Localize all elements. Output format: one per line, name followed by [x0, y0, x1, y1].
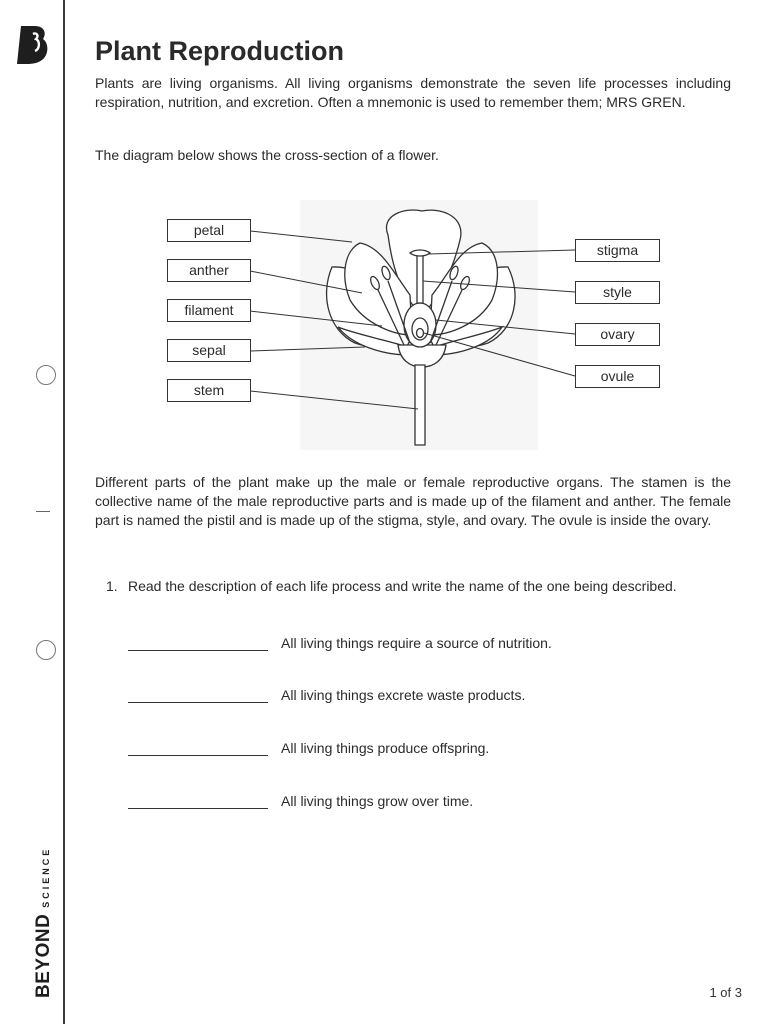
label-stigma: stigma: [575, 239, 660, 262]
beyond-logo-icon: [15, 24, 51, 66]
intro-paragraph: Plants are living organisms. All living organisms demonstrate the seven life processes including respiration, nutrition, and excretion. Often a mnemonic is used to remember them; MRS GREN.: [95, 75, 731, 110]
label-stem: stem: [167, 379, 251, 402]
brand-sub: SCIENCE: [41, 846, 51, 908]
reproduction-paragraph: Different parts of the plant make up the male or female reproductive organs. The stamen is the collective name of the male reproductive parts and is made up of the filament and anther. The female part is named the pistil and is made up of the stigma, style, and ovary. The ovule is inside the ovary.: [95, 474, 731, 528]
question-number: 1.: [106, 578, 118, 594]
item-text-1: All living things require a source of nutrition.: [281, 635, 552, 651]
flower-diagram: [160, 195, 680, 455]
answer-blank-1[interactable]: [128, 650, 268, 651]
sidebar-divider: [63, 0, 65, 1024]
brand-name: BEYOND: [33, 913, 54, 998]
page-number: 1 of 3: [709, 985, 742, 1000]
label-ovary: ovary: [575, 323, 660, 346]
binder-hole-bottom: [36, 640, 56, 660]
label-style: style: [575, 281, 660, 304]
diagram-intro: The diagram below shows the cross-section of a flower.: [95, 147, 439, 163]
label-sepal: sepal: [167, 339, 251, 362]
page-title: Plant Reproduction: [95, 36, 344, 66]
fold-mark: [36, 511, 50, 512]
label-filament: filament: [167, 299, 251, 322]
answer-blank-4[interactable]: [128, 808, 268, 809]
item-text-4: All living things grow over time.: [281, 793, 474, 809]
binder-hole-top: [36, 365, 56, 385]
label-ovule: ovule: [575, 365, 660, 388]
question-1: [106, 578, 677, 594]
item-text-2: All living things excrete waste products.: [281, 687, 526, 703]
question-text: Read the description of each life process and write the name of the one being described.: [128, 578, 677, 594]
brand-wordmark: [33, 847, 55, 998]
label-anther: anther: [167, 259, 251, 282]
answer-blank-3[interactable]: [128, 755, 268, 756]
item-text-3: All living things produce offspring.: [281, 740, 490, 756]
label-petal: petal: [167, 219, 251, 242]
answer-blank-2[interactable]: [128, 702, 268, 703]
